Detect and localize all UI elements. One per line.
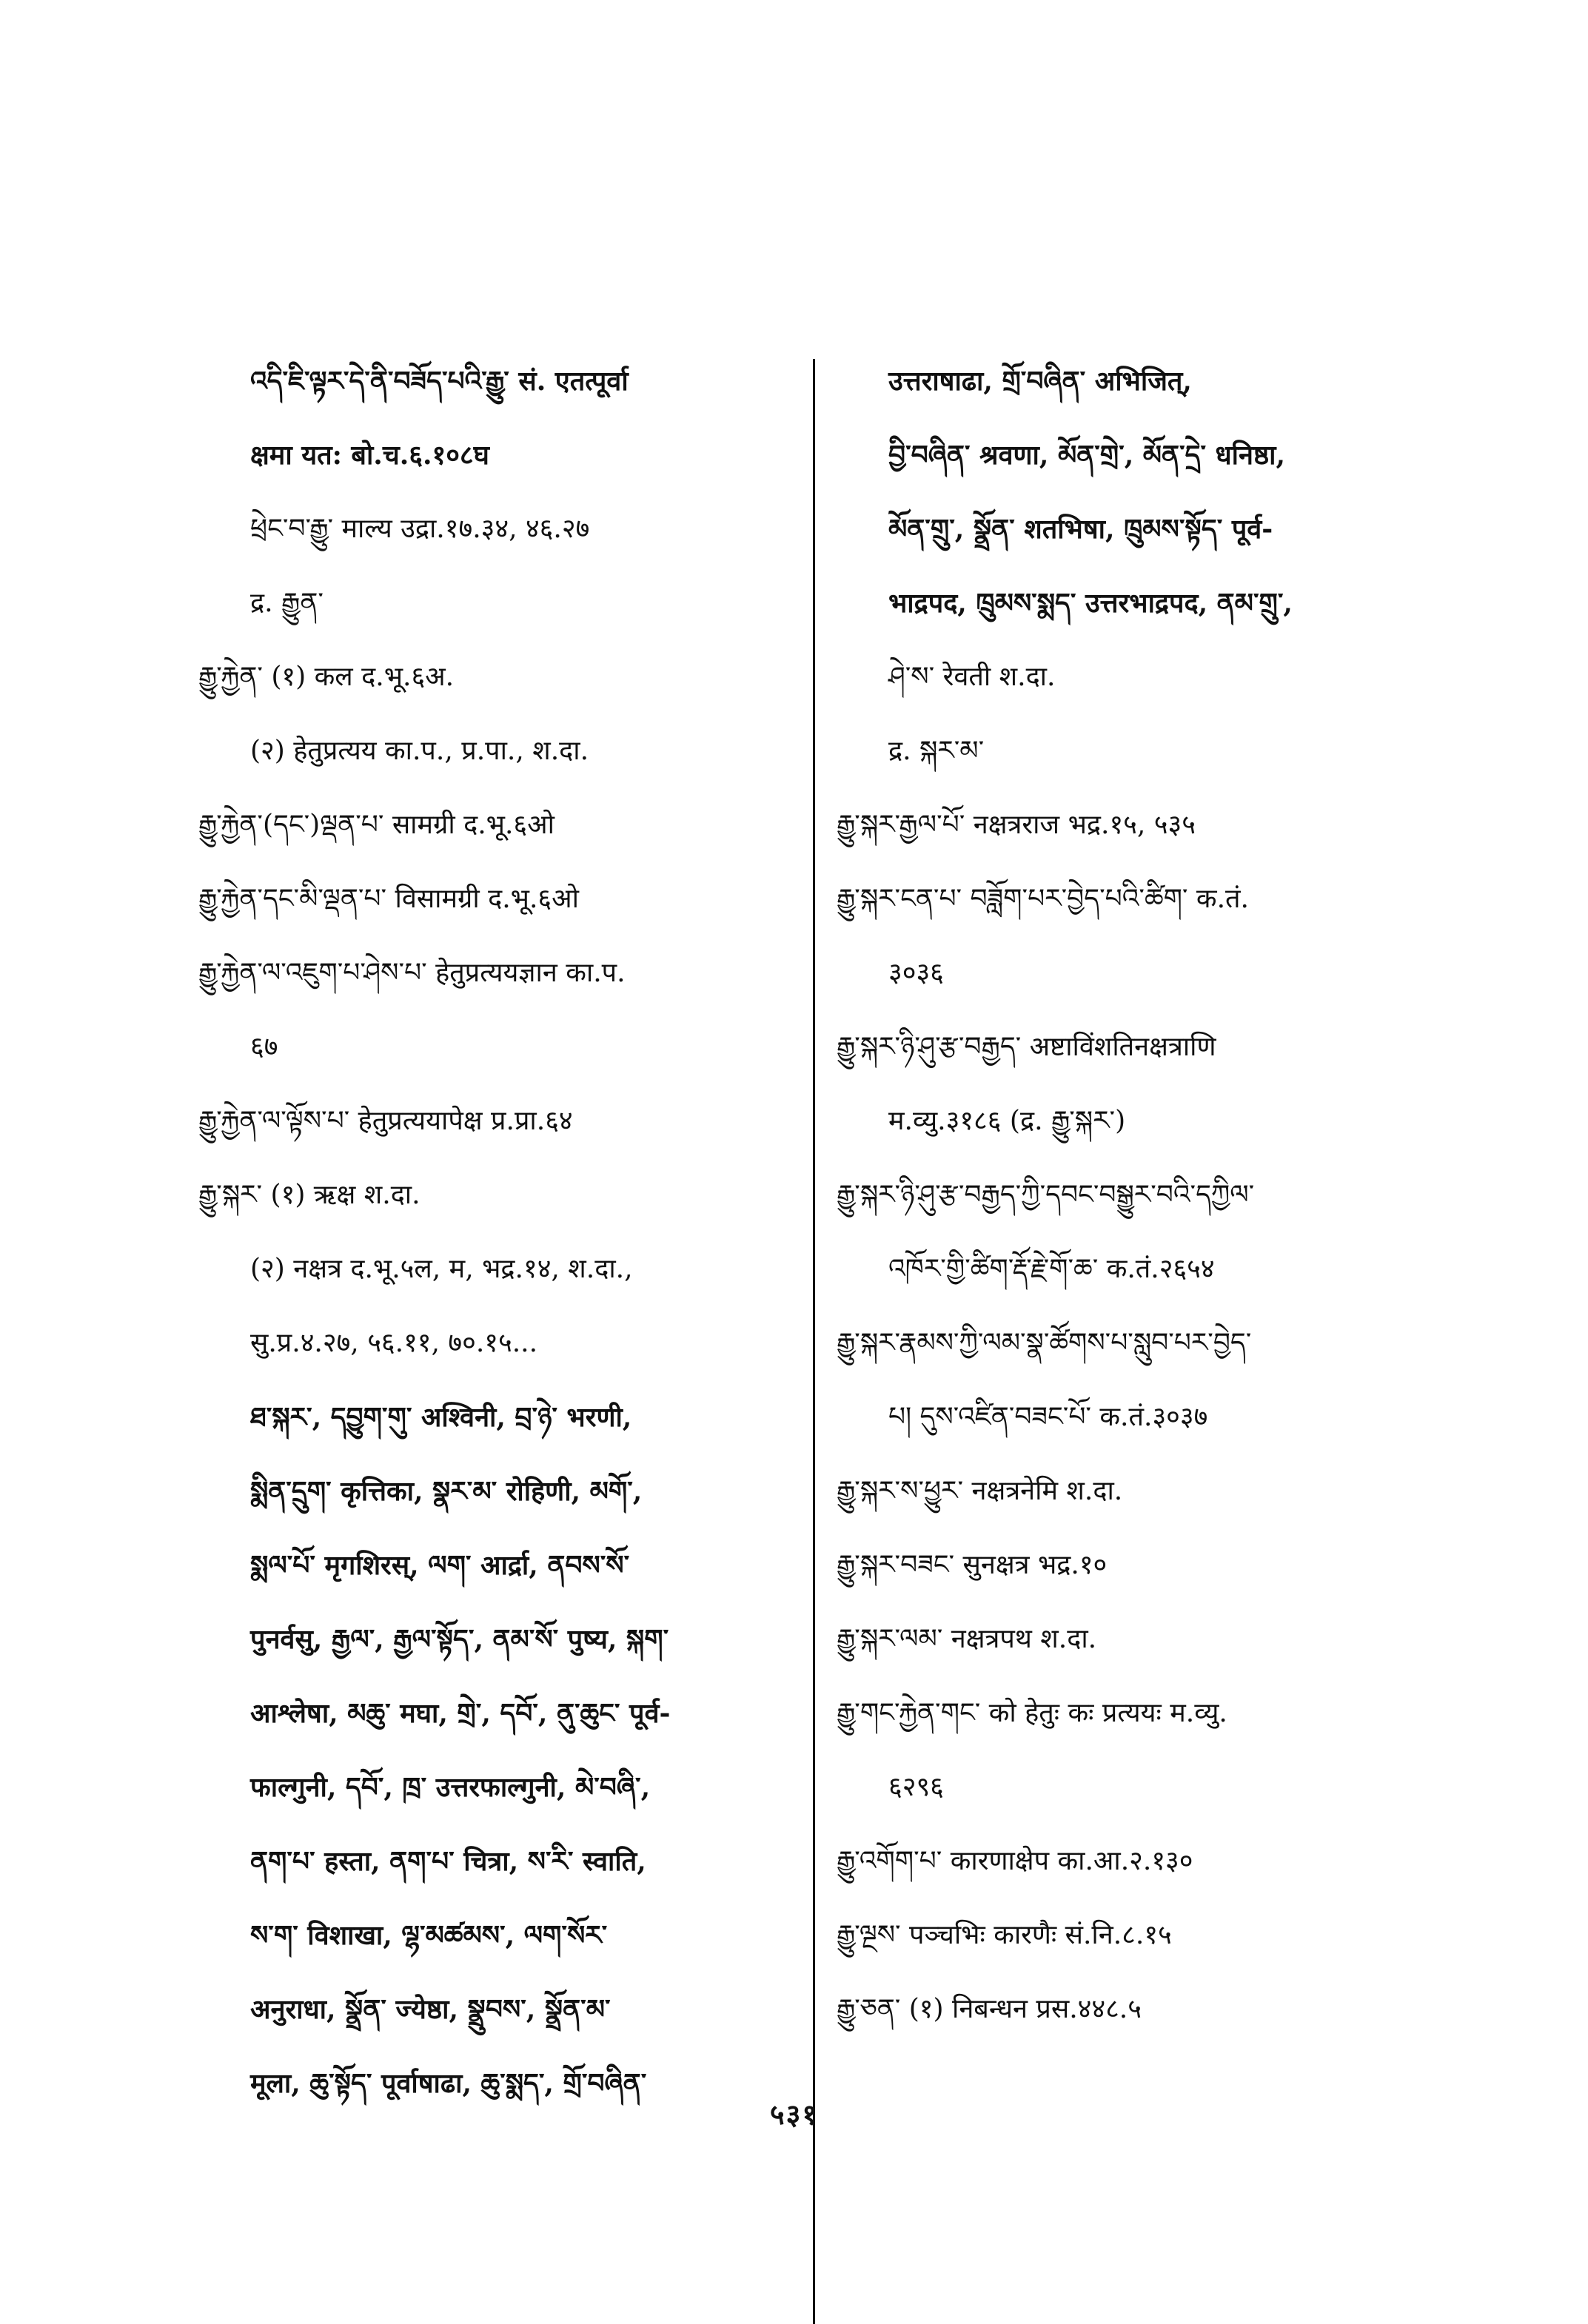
entry-line: བྱི་བཞིན་ श्रवणा, མོན་གྲེ་, མོན་དྲེ་ धनिष्ठा, bbox=[888, 440, 1286, 471]
entry-line: द्र. རྒྱུན་ bbox=[250, 588, 324, 618]
entry-line: अनुराधा, སྣྲོན་ ज्येष्ठा, སྣྲུབས་, སྣྲོན་མ་ bbox=[250, 1994, 611, 2025]
entry-line: क्षमा यत: बो.च.६.१०८घ bbox=[250, 440, 489, 471]
entry-line: भाद्रपद, ཁྲུམས་སྨད་ उत्तरभाद्रपद, ནམ་གྲུ་, bbox=[888, 588, 1293, 619]
entry-headword: རྒྱུ་སྐར་ལམ་ नक्षत्रपथ श.दा. bbox=[837, 1624, 1097, 1654]
entry-line: སྨིན་དྲུག་ कृत्तिका, སྣར་མ་ रोहिणी, མགོ་, bbox=[250, 1476, 643, 1507]
entry-headword: རྒྱུ་ཅན་ (१) निबन्धन प्रस.४४८.५ bbox=[837, 1994, 1142, 2024]
entry-headword: རྒྱུ་སྐར་ས་ཕྱུར་ नक्षत्रनेमि श.दा. bbox=[837, 1476, 1123, 1506]
entry-line: फाल्गुनी, དབོ་, ཁྲ་ उत्तरफाल्गुनी, མེ་བཞི་, bbox=[250, 1772, 651, 1803]
entry-line: ས་ག་ विशाखा, ལྷ་མཚམས་, ལག་སོར་ bbox=[250, 1920, 608, 1951]
column-divider bbox=[813, 359, 815, 2324]
entry-headword: རྒྱུ་སྐར་ངན་པ་ བཟློག་པར་བྱེད་པའི་ཚིག་ क.तं. bbox=[837, 884, 1249, 914]
entry-headword: རྒྱུ་རྐྱེན་ལ་འཇུག་པ་ཤེས་པ་ हेतुप्रत्ययज्ञान का.प. bbox=[198, 958, 626, 988]
entry-line: པ། དུས་འཛིན་བཟང་པོ་ क.तं.३०३७ bbox=[888, 1402, 1208, 1432]
entry-headword: རྒྱུ་སྐར་བཟང་ सुनक्षत्र भद्र.१० bbox=[837, 1550, 1108, 1580]
entry-line: द्र. སྐར་མ་ bbox=[888, 736, 985, 766]
entry-line: འཁོར་གྱི་ཚིག་རྡོ་རྗེ་གོ་ཆ་ क.तं.२६५४ bbox=[888, 1254, 1215, 1284]
entry-line: ६७ bbox=[250, 1032, 278, 1062]
entry-headword: རྒྱུ་གང་རྐྱེན་གང་ को हेतुः कः प्रत्ययः म.व्यु. bbox=[837, 1698, 1227, 1728]
entry-headword: རྒྱུ་རྐྱེན་དང་མི་ལྡན་པ་ विसामग्री द.भू.६ओ bbox=[198, 884, 579, 914]
entry-headword: རྒྱུ་རྐྱེན་ (१) कल द.भू.६अ. bbox=[198, 662, 455, 692]
entry-headword: རྒྱུ་རྐྱེན་ལ་ལྟོས་པ་ हेतुप्रत्ययापेक्ष प्र.प्रा.६४ bbox=[198, 1106, 573, 1136]
entry-line: मूला, ཆུ་སྟོད་ पूर्वाषाढा, ཆུ་སྨད་, གྲོ་བཞིན་ bbox=[250, 2068, 647, 2099]
entry-headword: རྒྱུ་སྐར་རྒྱལ་པོ་ नक्षत्रराज भद्र.१५, ५३५ bbox=[837, 810, 1196, 840]
entry-line: འདི་ཇི་ལྟར་དེ་ནི་བཟོད་པའི་རྒྱུ་ सं. एतत्पूर्वा bbox=[250, 366, 629, 397]
page-number: ५३१ bbox=[769, 2098, 819, 2131]
entry-line: སྨལ་པོ་ मृगशिरस्, ལག་ आर्द्रा, ནབས་སོ་ bbox=[250, 1550, 630, 1581]
entry-line: उत्तराषाढा, གྲོ་བཞིན་ अभिजित्, bbox=[888, 366, 1192, 397]
entry-line: आश्लेषा, མཆུ་ मघा, གྲེ་, དབོ་, ནུ་ཆུང་ पूर्व- bbox=[250, 1698, 671, 1729]
entry-headword: རྒྱུ་ལྔས་ पञ्चभिः कारणैः सं.नि.८.१५ bbox=[837, 1920, 1172, 1950]
entry-line: ३०३६ bbox=[888, 958, 944, 988]
entry-line: ཤེ་ས་ रेवती श.दा. bbox=[888, 662, 1056, 692]
entry-line: ཕྲེང་བ་རྒྱུ་ माल्य उद्रा.१७.३४, ४६.२७ bbox=[250, 514, 590, 544]
entry-headword: རྒྱུ་སྐར་ཉི་ཤུ་རྩ་བརྒྱད་ अष्टाविंशतिनक्षत्राणि bbox=[837, 1032, 1216, 1062]
entry-headword: རྒྱུ་སྐར་རྣམས་ཀྱི་ལམ་སྣ་ཚོགས་པ་སླུབ་པར་བྱེད་ bbox=[837, 1328, 1252, 1358]
entry-headword: རྒྱུ་འགོག་པ་ कारणाक्षेप का.आ.२.१३० bbox=[837, 1846, 1193, 1876]
entry-line: ཐ་སྐར་, དབྱུག་གུ་ अश्विनी, བྲ་ཉེ་ भरणी, bbox=[250, 1402, 632, 1433]
entry-headword: རྒྱུ་སྐར་ (१) ऋक्ष श.दा. bbox=[198, 1180, 421, 1210]
entry-headword: རྒྱུ་སྐར་ཉི་ཤུ་རྩ་བརྒྱད་ཀྱི་དབང་བསྒྱུར་བའི་དཀྱིལ་ bbox=[837, 1180, 1255, 1210]
entry-line: མོན་གྲུ་, སྣྲོན་ शतभिषा, ཁྲུམས་སྟོད་ पूर्व- bbox=[888, 514, 1273, 545]
entry-line: पुनर्वसु, རྒྱལ་, རྒྱལ་སྟོད་, ནམ་སོ་ पुष्य, སྐག་ bbox=[250, 1624, 669, 1655]
entry-line: ६२९६ bbox=[888, 1772, 944, 1802]
entry-line: सु.प्र.४.२७, ५६.११, ७०.१५... bbox=[250, 1328, 538, 1358]
entry-line: (२) हेतुप्रत्यय का.प., प्र.पा., श.दा. bbox=[250, 736, 589, 766]
entry-headword: རྒྱུ་རྐྱེན་(དང་)ལྡན་པ་ सामग्री द.भू.६ओ bbox=[198, 810, 555, 840]
entry-line: ནག་པ་ हस्ता, ནག་པ་ चित्रा, ས་རི་ स्वाति, bbox=[250, 1846, 646, 1877]
entry-line: (२) नक्षत्र द.भू.५ल, म, भद्र.१४, श.दा., bbox=[250, 1254, 633, 1284]
entry-line: म.व्यु.३१८६ (द्र. རྒྱུ་སྐར་) bbox=[888, 1106, 1126, 1136]
